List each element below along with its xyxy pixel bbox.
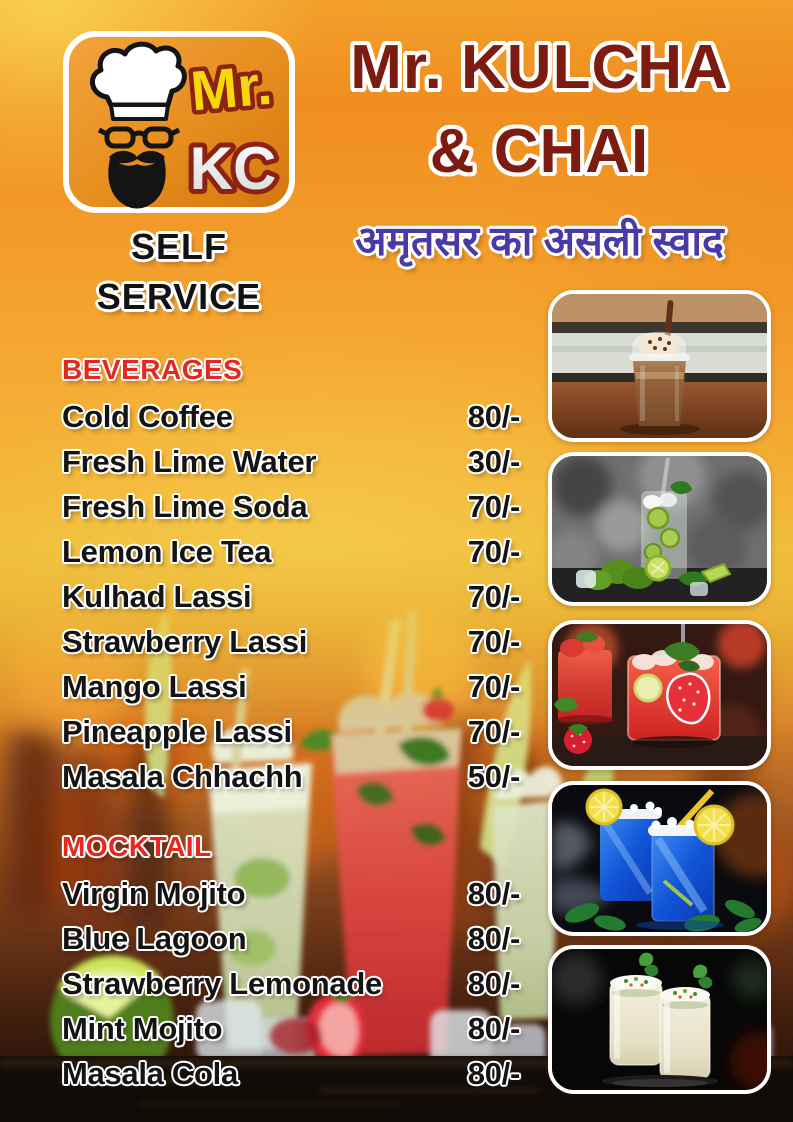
menu-item bbox=[62, 394, 520, 439]
menu-item-name: Blue Lagoon bbox=[62, 920, 247, 956]
menu-item bbox=[62, 619, 520, 664]
menu-item-price: 80/- bbox=[467, 875, 520, 911]
tagline-hindi: अमृतसर का असली स्वाद bbox=[355, 218, 724, 264]
menu-item bbox=[62, 709, 520, 754]
fresh-lime-mojito-photo bbox=[548, 452, 771, 606]
menu-item bbox=[62, 529, 520, 574]
section-beverages bbox=[62, 352, 520, 799]
section-header-beverages: BEVERAGES bbox=[62, 354, 243, 385]
menu-item-name: Cold Coffee bbox=[62, 398, 233, 434]
logo-text-mr: Mr. bbox=[188, 52, 275, 123]
menu-item bbox=[62, 871, 520, 916]
menu-item bbox=[62, 961, 520, 1006]
menu-item-price: 80/- bbox=[467, 920, 520, 956]
menu-item-name: Kulhad Lassi bbox=[62, 578, 252, 614]
menu-item-price: 30/- bbox=[467, 443, 520, 479]
section-header-mocktail: MOCKTAIL bbox=[62, 831, 212, 862]
menu-item bbox=[62, 439, 520, 484]
blue-lagoon-photo bbox=[548, 781, 771, 936]
strawberry-mocktail-photo bbox=[548, 620, 771, 770]
menu-item-name: Mint Mojito bbox=[62, 1010, 223, 1046]
menu-item-name: Strawberry Lassi bbox=[62, 623, 308, 659]
menu-item bbox=[62, 664, 520, 709]
self-service-label bbox=[38, 222, 320, 322]
menu-item-price: 80/- bbox=[467, 398, 520, 434]
menu-item-name: Lemon Ice Tea bbox=[62, 533, 272, 569]
menu-item-price: 50/- bbox=[467, 758, 520, 794]
menu-item-price: 80/- bbox=[467, 1055, 520, 1091]
menu-item-price: 70/- bbox=[467, 623, 520, 659]
menu bbox=[62, 352, 520, 1096]
menu-item-name: Masala Cola bbox=[62, 1055, 238, 1091]
menu-item-price: 70/- bbox=[467, 488, 520, 524]
page-title bbox=[296, 26, 783, 194]
menu-item-price: 70/- bbox=[467, 713, 520, 749]
title-line-2: & CHAI bbox=[429, 117, 650, 186]
menu-item bbox=[62, 484, 520, 529]
menu-item-price: 80/- bbox=[467, 965, 520, 1001]
menu-item-price: 70/- bbox=[467, 668, 520, 704]
menu-item bbox=[62, 754, 520, 799]
cold-coffee-photo bbox=[548, 290, 771, 442]
menu-item-name: Mango Lassi bbox=[62, 668, 247, 704]
menu-item-name: Strawberry Lemonade bbox=[62, 965, 382, 1001]
self-service-line-1: SELF bbox=[130, 226, 227, 267]
menu-item-price: 70/- bbox=[467, 578, 520, 614]
section-mocktail bbox=[62, 829, 520, 1096]
menu-item bbox=[62, 1006, 520, 1051]
menu-item-price: 70/- bbox=[467, 533, 520, 569]
menu-item-name: Fresh Lime Soda bbox=[62, 488, 308, 524]
masala-chhachh-photo bbox=[548, 945, 771, 1094]
menu-item-name: Masala Chhachh bbox=[62, 758, 303, 794]
self-service-line-2: SERVICE bbox=[96, 276, 262, 317]
menu-item-name: Virgin Mojito bbox=[62, 875, 246, 911]
menu-item-name: Pineapple Lassi bbox=[62, 713, 292, 749]
title-line-1: Mr. KULCHA bbox=[350, 33, 729, 102]
menu-item bbox=[62, 916, 520, 961]
menu-item-name: Fresh Lime Water bbox=[62, 443, 317, 479]
logo-text-kc: KC bbox=[189, 135, 277, 202]
menu-item bbox=[62, 1051, 520, 1096]
menu-item bbox=[62, 574, 520, 619]
menu-item-price: 80/- bbox=[467, 1010, 520, 1046]
brand-logo bbox=[63, 31, 295, 213]
